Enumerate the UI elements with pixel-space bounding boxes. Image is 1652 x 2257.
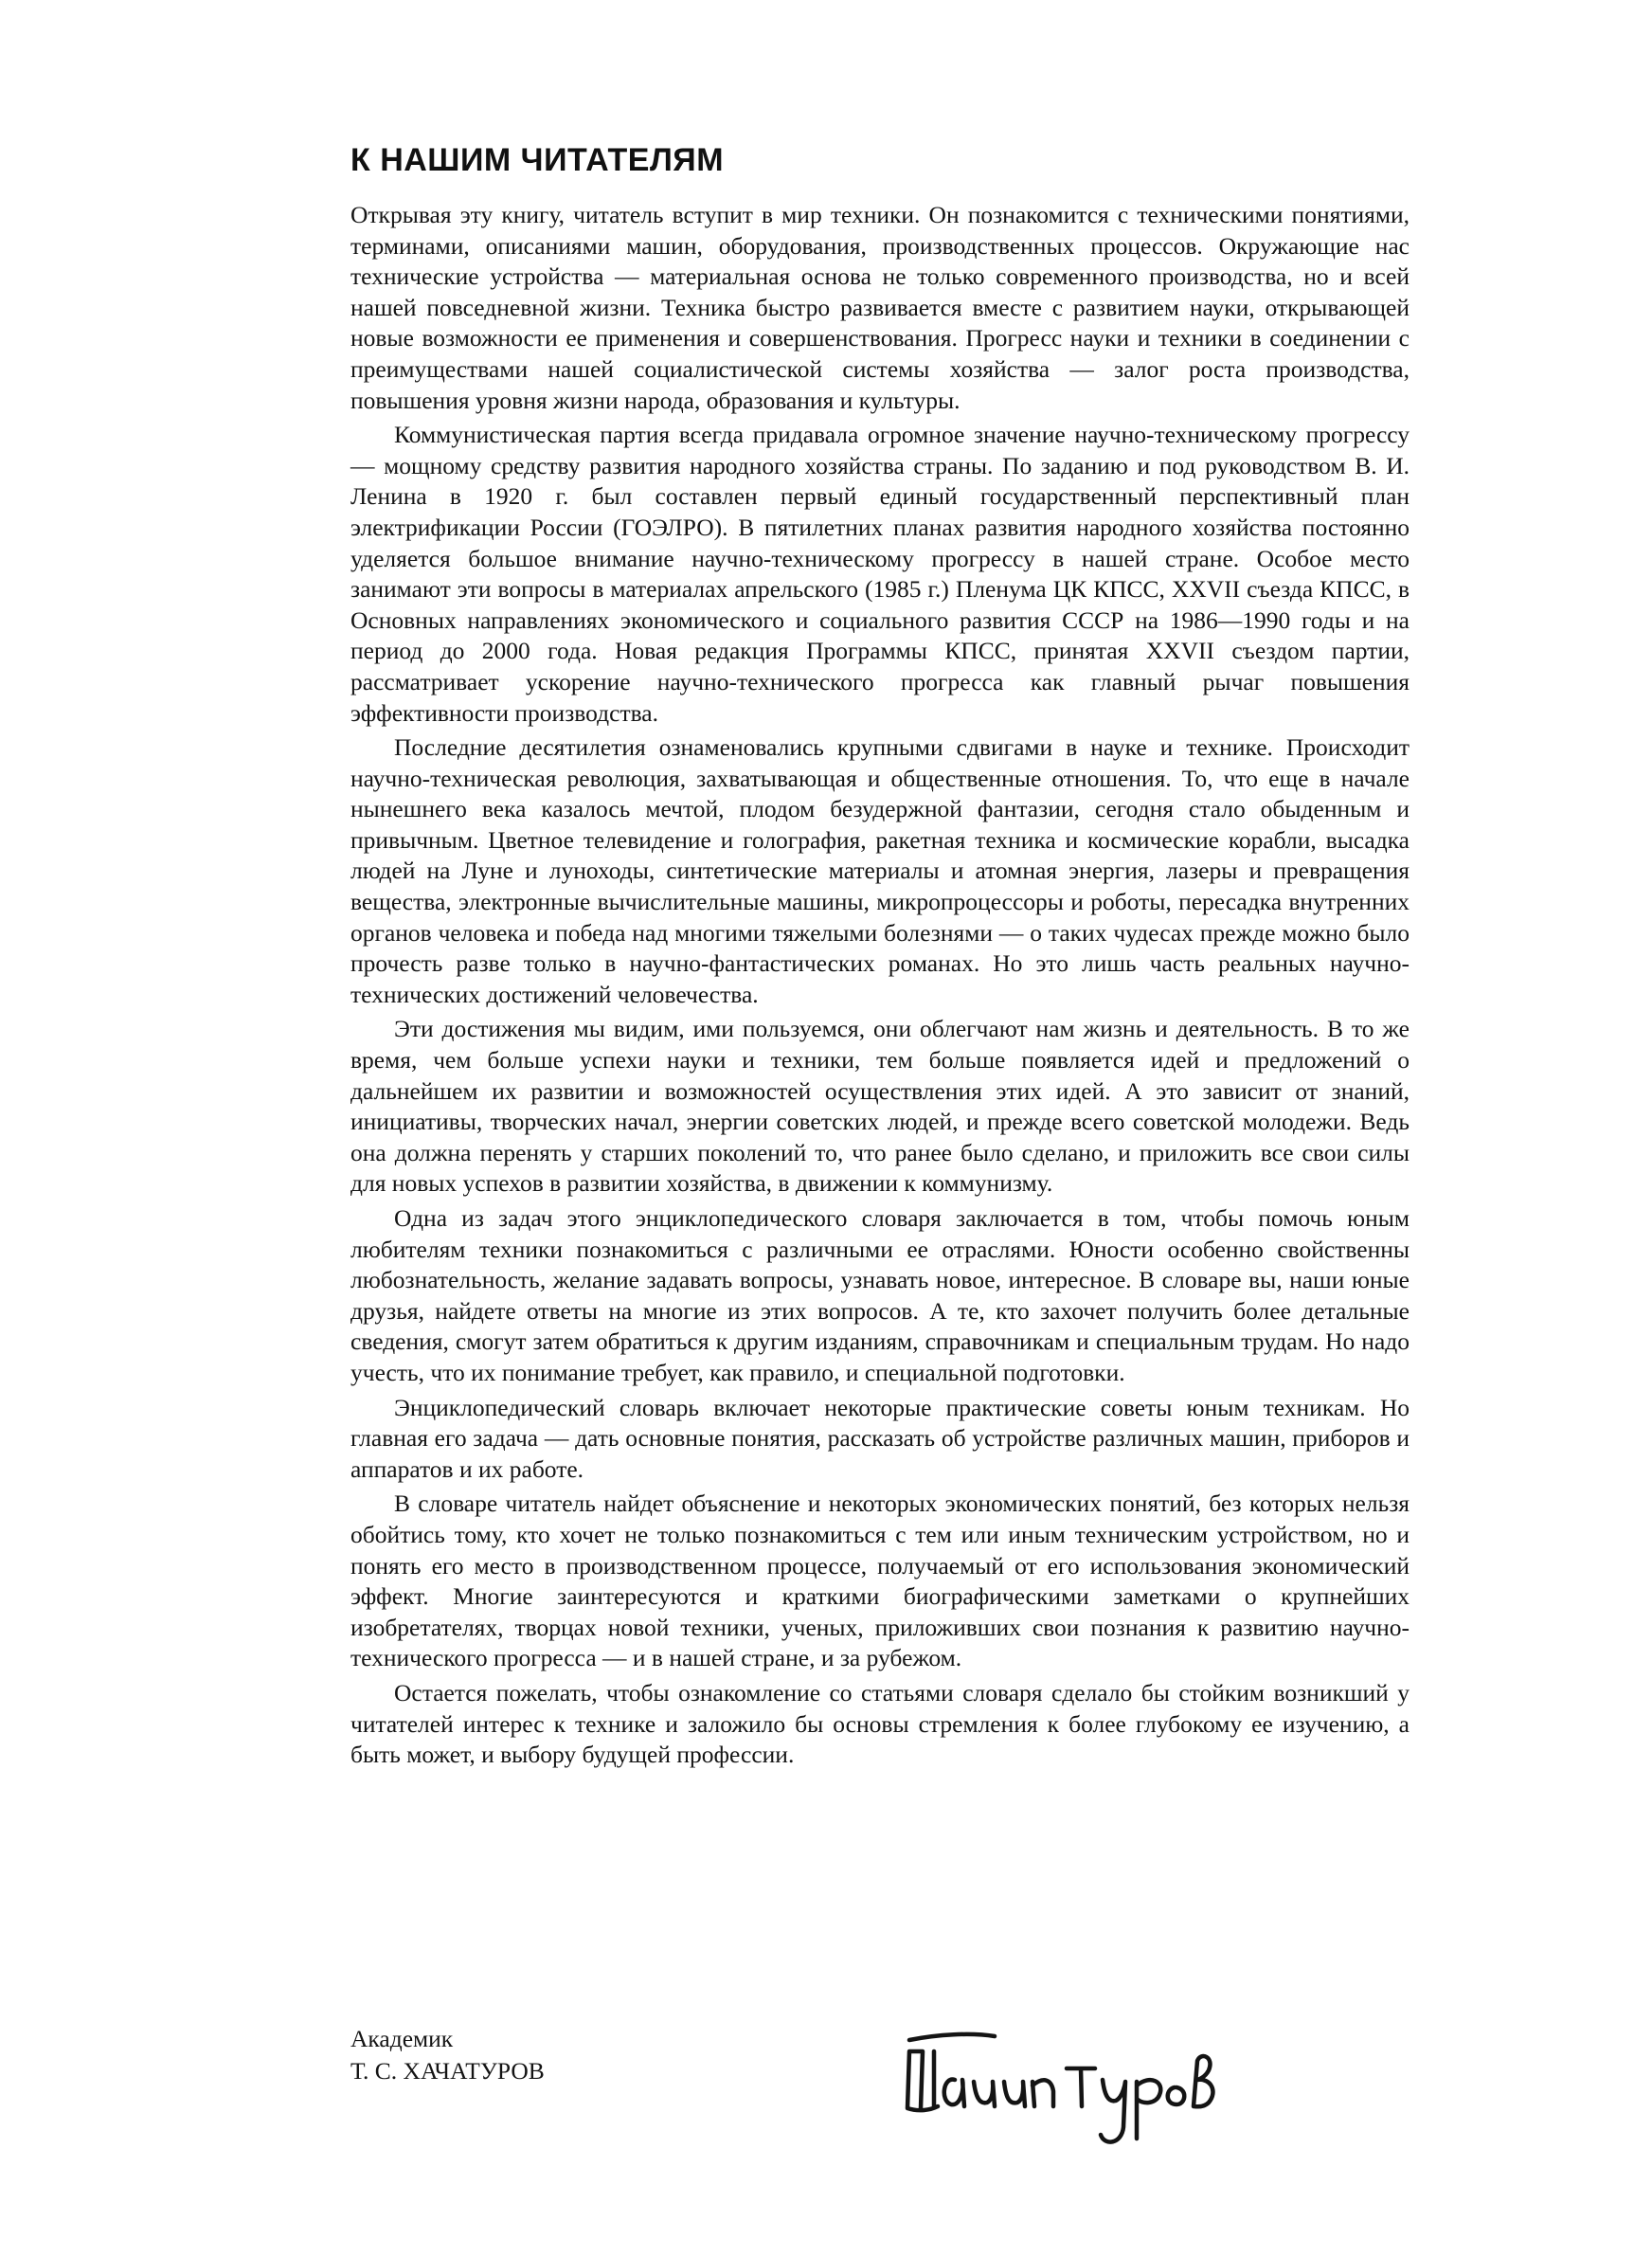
foreword-body bbox=[350, 200, 1410, 1771]
author-credit bbox=[350, 2023, 545, 2087]
paragraph-8: Остается пожелать, чтобы ознакомление со статьями словаря сделало бы стойким возникший у читателей интерес к технике и заложило бы основы стремления к более глубокому ее изучению, а быть может, и выбору будущей профессии. bbox=[350, 1678, 1410, 1769]
paragraph-6: Энциклопедический словарь включает некоторые практические советы юным техникам. Но главная его задача — дать основные понятия, рассказать об устройстве различных машин, приборов и аппаратов и их работе. bbox=[350, 1393, 1410, 1483]
paragraph-4: Эти достижения мы видим, ими пользуемся, они облегчают нам жизнь и деятельность. В то же время, чем больше успехи науки и техники, тем больше появляется идей и предложений о дальнейшем их развитии и возможностей осуществления этих идей. А это зависит от знаний, инициативы, творческих начал, энергии советских людей, и прежде всего советской молодежи. Ведь она должна перенять у старших поколений то, что ранее было сделано, и приложить все свои силы для новых успехов в развитии хозяйства, в движении к коммунизму. bbox=[350, 1015, 1410, 1198]
paragraph-2: Коммунистическая партия всегда придавала огромное значение научно-техническому прогрессу — мощному средству развития народного хозяйства страны. По заданию и под руководством В. И. Ленина в 1920 г. был составлен первый единый государственный перспективный план электрификации России (ГОЭЛРО). В пятилетних планах развития народного хозяйства постоянно уделяется большое внимание научно-техническому прогрессу в нашей стране. Особое место занимают эти вопросы в материалах апрельского (1985 г.) Пленума ЦК КПСС, XXVII съезда КПСС, в Основных направлениях экономического и социального развития СССР на 1986—1990 годы и на период до 2000 года. Новая редакция Программы КПСС, принятая XXVII съездом партии, рассматривает ускорение научно-технического прогресса как главный рычаг повышения эффективности производства. bbox=[350, 421, 1410, 727]
author-name: Т. С. ХАЧАТУРОВ bbox=[350, 2057, 545, 2085]
foreword-page bbox=[350, 142, 1410, 1775]
paragraph-7: В словаре читатель найдет объяснение и некоторых экономических понятий, без которых нельзя обойтись тому, кто хочет не только познакомиться с тем или иным техническим устройством, но и понять его место в производственном процессе, получаемый от его использования экономический эффект. Многие заинтересуются и краткими биографическими заметками о крупнейших изобретателях, творцах новой техники, ученых, приложивших свои познания к развитию научно-технического прогресса — и в нашей стране, и за рубежом. bbox=[350, 1490, 1410, 1672]
paragraph-5: Одна из задач этого энциклопедического словаря заключается в том, чтобы помочь юным любителям техники познакомиться с различными ее отраслями. Юности особенно свойственны любознательность, желание задавать вопросы, узнавать новое, интересное. В словаре вы, наши юные друзья, найдете ответы на многие из этих вопросов. А те, кто захочет получить более детальные сведения, смогут затем обратиться к другим изданиям, справочникам и специальным трудам. Но надо учесть, что их понимание требует, как правило, и специальной подготовки. bbox=[350, 1204, 1410, 1386]
paragraph-3: Последние десятилетия ознаменовались крупными сдвигами в науке и технике. Происходит научно-техническая революция, захватывающая и общественные отношения. То, что еще в начале нынешнего века казалось мечтой, плодом безудержной фантазии, сегодня стало обыденным и привычным. Цветное телевидение и голография, ракетная техника и космические корабли, высадка людей на Луне и луноходы, синтетические материалы и атомная энергия, лазеры и превращения вещества, электронные вычислительные машины, микропроцессоры и роботы, пересадка внутренних органов человека и победа над многими тяжелыми болезнями — о таких чудесах прежде можно было прочесть разве только в научно-фантастических романах. Но это лишь часть реальных научно-технических достижений человечества. bbox=[350, 733, 1410, 1008]
paragraph-1: Открывая эту книгу, читатель вступит в мир техники. Он познакомится с техническими понятиями, терминами, описаниями машин, оборудования, производственных процессов. Окружающие нас технические устройства — материальная основа не только современного производства, но и всей нашей повседневной жизни. Техника быстро развивается вместе с развитием науки, открывающей новые возможности ее применения и совершенствования. Прогресс науки и техники в соединении с преимуществами нашей социалистической системы хозяйства — залог роста производства, повышения уровня жизни народа, образования и культуры. bbox=[350, 201, 1410, 414]
author-title: Академик bbox=[350, 2025, 454, 2052]
signature-block bbox=[350, 2023, 1410, 2212]
handwritten-signature bbox=[881, 2013, 1222, 2156]
page-title: К НАШИМ ЧИТАТЕЛЯМ bbox=[350, 142, 725, 178]
